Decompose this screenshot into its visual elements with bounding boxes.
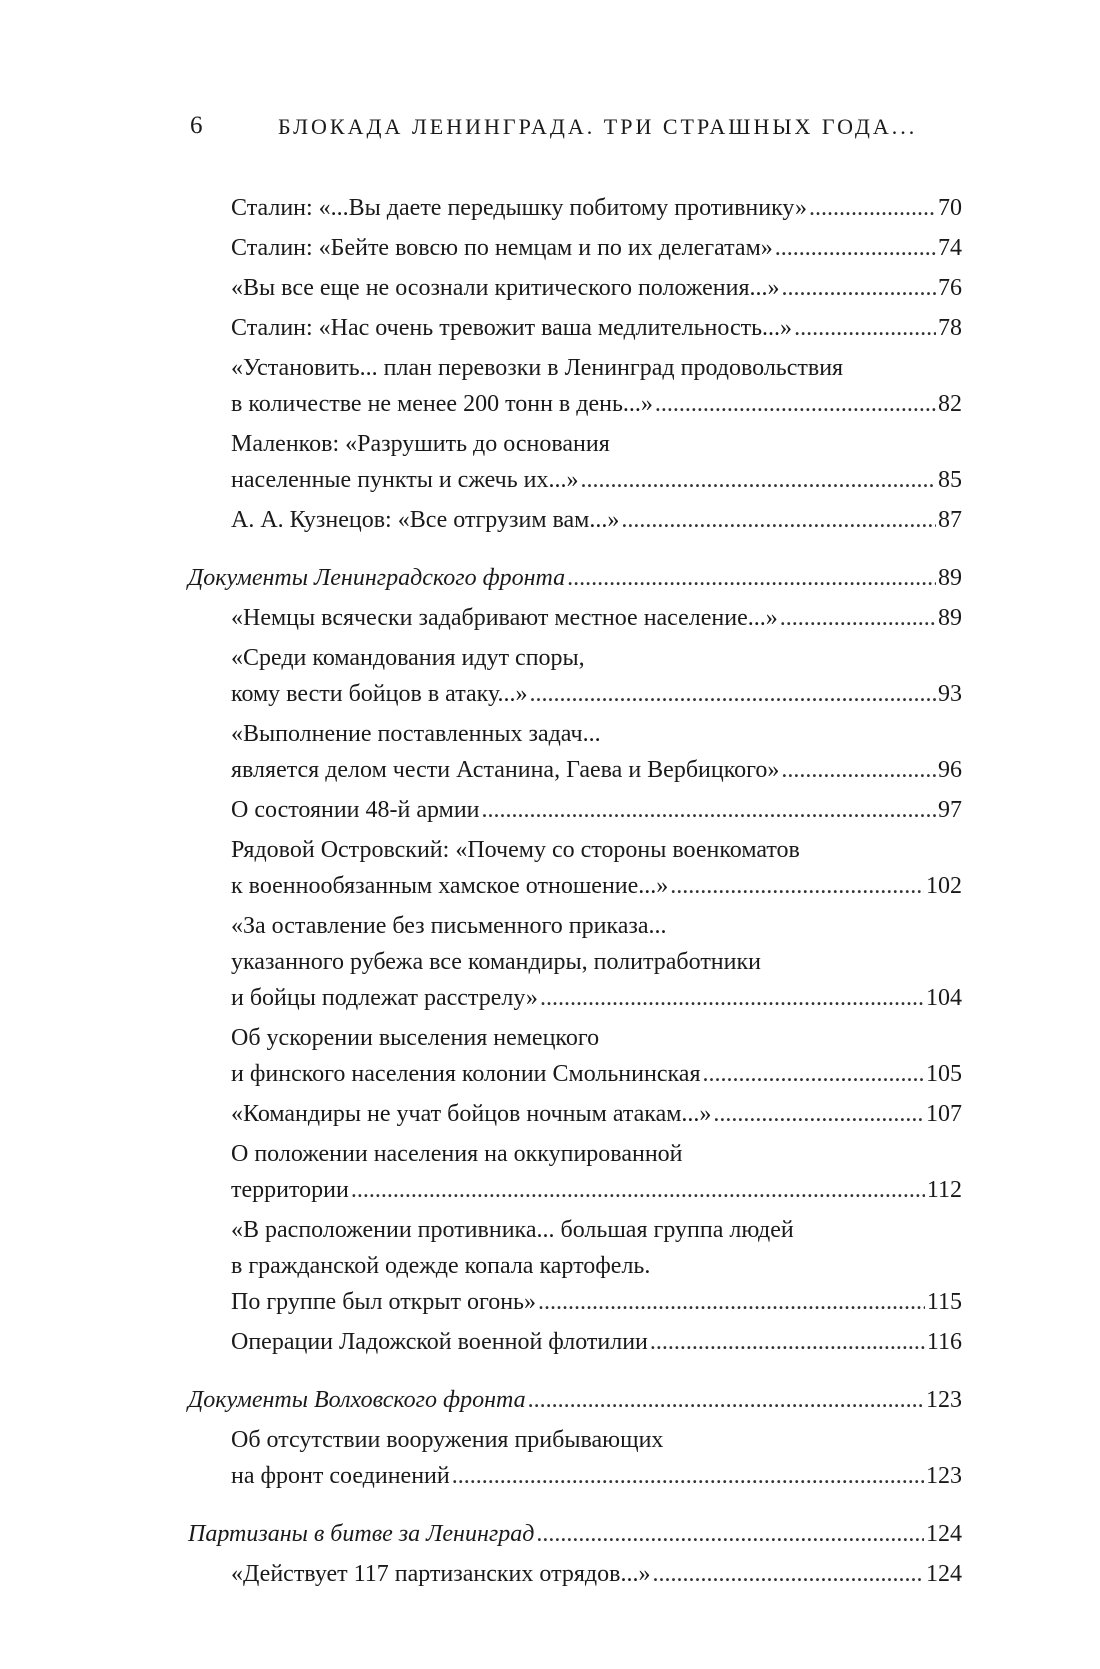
toc-entry (231, 230, 962, 270)
toc-entry-title: в количестве не менее 200 тонн в день...» (231, 391, 653, 417)
toc-entry-title: Сталин: «Бейте вовсю по немцам и по их делегатам» (231, 235, 773, 261)
toc-line (231, 386, 962, 422)
toc-line (231, 310, 962, 346)
dot-leader (528, 1382, 924, 1418)
dot-leader (536, 1516, 924, 1552)
toc-entry (231, 1096, 962, 1136)
toc-entry (231, 1556, 962, 1596)
toc-line (188, 1382, 962, 1418)
dot-leader (621, 502, 936, 538)
toc-entry-title: «Выполнение поставленных задач... (231, 721, 601, 747)
dot-leader (652, 1556, 924, 1592)
toc-line (231, 1020, 962, 1056)
toc-entry-title: к военнообязанным хамское отношение...» (231, 873, 669, 899)
toc-line (231, 1212, 962, 1248)
toc-entry-title: на фронт соединений (231, 1463, 450, 1489)
toc-page-number: 76 (938, 275, 962, 301)
dot-leader (713, 1096, 924, 1132)
page-number: 6 (190, 112, 203, 139)
toc-line (231, 270, 962, 306)
toc-page-number: 115 (926, 1289, 962, 1315)
toc-entry-title: О положении населения на оккупированной (231, 1141, 683, 1167)
toc-page-number: 74 (938, 235, 962, 261)
dot-leader (809, 190, 936, 226)
toc-entry-title: «Установить... план перевозки в Ленинград продовольствия (231, 355, 844, 381)
toc-line (231, 1422, 962, 1458)
toc-line (188, 560, 962, 596)
toc-entry (231, 716, 962, 792)
toc-entry-title: Рядовой Островский: «Почему со стороны военкоматов (231, 837, 800, 863)
toc-page-number: 105 (926, 1061, 962, 1087)
toc-section-heading (188, 560, 962, 600)
toc-entry-title: населенные пункты и сжечь их...» (231, 467, 579, 493)
toc-line (231, 1284, 962, 1320)
dot-leader (780, 600, 936, 636)
toc-entry-title: Операции Ладожской военной флотилии (231, 1329, 648, 1355)
toc-line (231, 600, 962, 636)
toc-entry (231, 832, 962, 908)
toc-entry (231, 1324, 962, 1364)
dot-leader (351, 1172, 925, 1208)
toc-page-number: 124 (926, 1521, 962, 1547)
toc-entry (231, 1136, 962, 1212)
toc-line (231, 832, 962, 868)
dot-leader (782, 270, 936, 306)
dot-leader (567, 560, 936, 596)
toc-page-number: 78 (938, 315, 962, 341)
dot-leader (655, 386, 936, 422)
toc-entry-title: кому вести бойцов в атаку...» (231, 681, 528, 707)
toc-page-number: 97 (938, 797, 962, 823)
toc-entry-title: является делом чести Астанина, Гаева и Вербицкого» (231, 757, 780, 783)
toc-entry (231, 600, 962, 640)
toc-entry (231, 502, 962, 542)
toc-line (231, 716, 962, 752)
toc-page-number: 70 (938, 195, 962, 221)
toc-entry (231, 426, 962, 502)
toc-page-number: 116 (926, 1329, 962, 1355)
toc-entry-title: Об ускорении выселения немецкого (231, 1025, 600, 1051)
toc-line (231, 868, 962, 904)
dot-leader (538, 1284, 925, 1320)
toc-line (231, 230, 962, 266)
toc-entry (231, 908, 962, 1020)
dot-leader (452, 1458, 924, 1494)
dot-leader (781, 752, 936, 788)
toc-line (231, 792, 962, 828)
running-title: БЛОКАДА ЛЕНИНГРАДА. ТРИ СТРАШНЫХ ГОДА... (278, 114, 918, 139)
toc-entry-title: «Немцы всячески задабривают местное население...» (231, 605, 778, 631)
toc-page-number: 93 (938, 681, 962, 707)
toc-page-number: 89 (938, 565, 962, 591)
toc-entry-title: «Среди командования идут споры, (231, 645, 585, 671)
toc-entry (231, 350, 962, 426)
toc-entry (231, 1020, 962, 1096)
toc-entry-title: Документы Волховского фронта (188, 1387, 526, 1413)
dot-leader (702, 1056, 924, 1092)
toc-entry-title: Документы Ленинградского фронта (188, 565, 566, 591)
toc-entry-title: О состоянии 48-й армии (231, 797, 480, 823)
toc-line (231, 1556, 962, 1592)
toc-page-number: 89 (938, 605, 962, 631)
toc-line (231, 1324, 962, 1360)
toc-entry (231, 1212, 962, 1324)
toc-entry-title: «Командиры не учат бойцов ночным атакам...» (231, 1101, 712, 1127)
toc-entry-title: территории (231, 1177, 349, 1203)
dot-leader (482, 792, 936, 828)
toc-entry (231, 190, 962, 230)
toc-entry-title: А. А. Кузнецов: «Все отгрузим вам...» (231, 507, 620, 533)
toc-page-number: 102 (926, 873, 962, 899)
toc-page-number: 82 (938, 391, 962, 417)
dot-leader (775, 230, 936, 266)
toc-line (231, 676, 962, 712)
toc-entry (231, 1422, 962, 1498)
toc-line (231, 1458, 962, 1494)
toc-page-number: 87 (938, 507, 962, 533)
toc-entry-title: «Действует 117 партизанских отрядов...» (231, 1561, 651, 1587)
toc-entry-title: Сталин: «...Вы даете передышку побитому противнику» (231, 195, 808, 221)
toc-page-number: 107 (926, 1101, 962, 1127)
toc-entry-title: Сталин: «Нас очень тревожит ваша медлительность...» (231, 315, 793, 341)
toc-line (231, 462, 962, 498)
toc-line (231, 350, 962, 386)
toc-entry-title: Маленков: «Разрушить до основания (231, 431, 610, 457)
toc-entry (231, 640, 962, 716)
toc-entry-title: «За оставление без письменного приказа... (231, 913, 667, 939)
toc-page-number: 96 (938, 757, 962, 783)
dot-leader (540, 980, 924, 1016)
toc-line (231, 752, 962, 788)
toc-page-number: 112 (926, 1177, 962, 1203)
toc-entry-title: указанного рубежа все командиры, политработники (231, 949, 761, 975)
toc-section-heading (188, 1516, 962, 1556)
toc-section-heading (188, 1382, 962, 1422)
toc-entry (231, 792, 962, 832)
toc-entry-title: и финского населения колонии Смольнинская (231, 1061, 701, 1087)
toc-entry-title: Партизаны в битве за Ленинград (188, 1521, 535, 1547)
toc-entry-title: По группе был открыт огонь» (231, 1289, 536, 1315)
dot-leader (794, 310, 936, 346)
toc-page-number: 123 (926, 1387, 962, 1413)
dot-leader (530, 676, 936, 712)
toc-entry-title: «Вы все еще не осознали критического положения...» (231, 275, 780, 301)
toc-entry (231, 310, 962, 350)
toc-page-number: 85 (938, 467, 962, 493)
toc-line (231, 1172, 962, 1208)
toc-line (231, 640, 962, 676)
toc-line (231, 1096, 962, 1132)
dot-leader (650, 1324, 925, 1360)
toc-entry-title: «В расположении противника... большая группа людей (231, 1217, 794, 1243)
toc-line (231, 502, 962, 538)
toc-line (231, 1136, 962, 1172)
toc-line (231, 980, 962, 1016)
table-of-contents (0, 190, 1100, 1596)
toc-page-number: 123 (926, 1463, 962, 1489)
dot-leader (670, 868, 924, 904)
toc-line (231, 190, 962, 226)
toc-entry-title: и бойцы подлежат расстрелу» (231, 985, 538, 1011)
toc-line (231, 908, 962, 944)
toc-line (231, 944, 962, 980)
toc-line (188, 1516, 962, 1552)
toc-entry (231, 270, 962, 310)
toc-page-number: 104 (926, 985, 962, 1011)
page-header (0, 112, 1100, 152)
dot-leader (581, 462, 936, 498)
toc-entry-title: в гражданской одежде копала картофель. (231, 1253, 651, 1279)
toc-line (231, 1248, 962, 1284)
toc-page-number: 124 (926, 1561, 962, 1587)
toc-line (231, 426, 962, 462)
toc-line (231, 1056, 962, 1092)
toc-entry-title: Об отсутствии вооружения прибывающих (231, 1427, 664, 1453)
